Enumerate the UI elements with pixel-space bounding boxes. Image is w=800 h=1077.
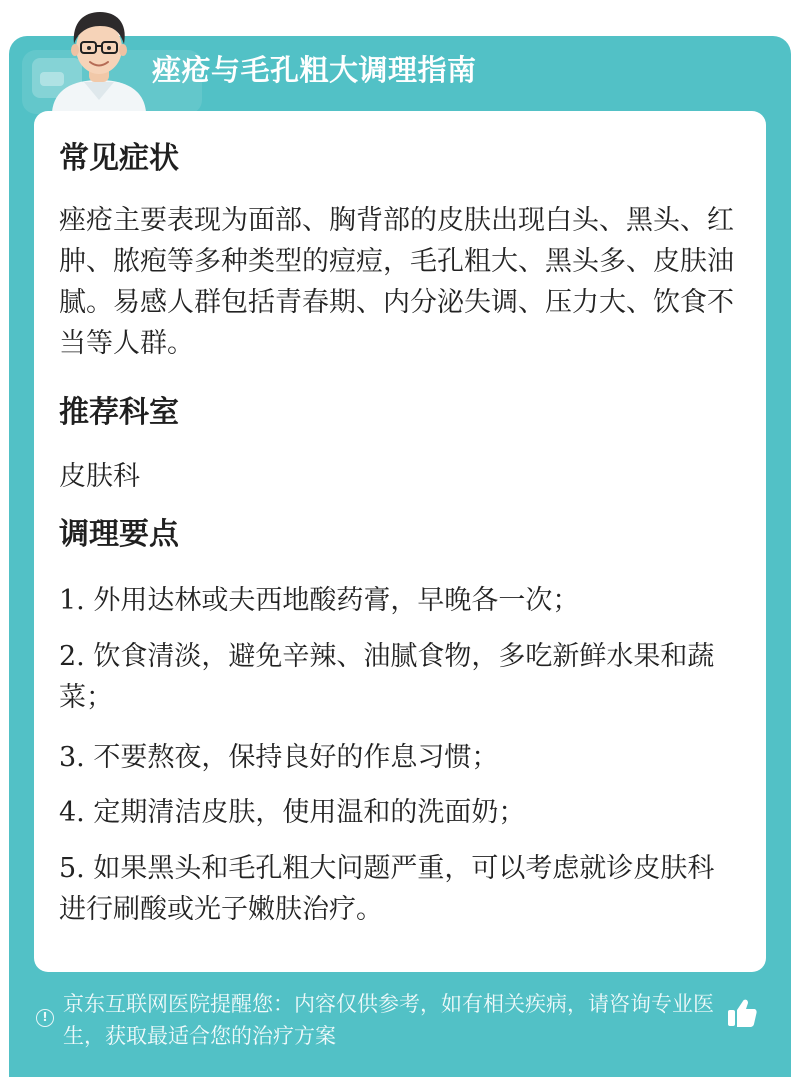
list-item-number: 3. <box>59 742 85 773</box>
list-item-number: 4. <box>59 797 85 828</box>
info-icon: ! <box>36 1009 54 1027</box>
section-heading-department: 推荐科室 <box>59 395 179 430</box>
list-item <box>59 737 739 778</box>
list-item-text: 不要熬夜，保持良好的作息习惯； <box>93 742 499 773</box>
department-text: 皮肤科 <box>59 461 140 492</box>
list-item-number: 5. <box>59 853 85 884</box>
doctor-avatar-icon <box>44 4 154 112</box>
page-title: 痤疮与毛孔粗大调理指南 <box>152 53 477 87</box>
list-item-text: 饮食清淡，避免辛辣、油腻食物，多吃新鲜水果和蔬菜； <box>59 641 715 713</box>
list-item-number: 1. <box>59 585 85 616</box>
list-item-number: 2. <box>59 641 85 672</box>
list-item <box>59 792 739 833</box>
symptoms-text: 痤疮主要表现为面部、胸背部的皮肤出现白头、黑头、红肿、脓疱等多种类型的痘痘，毛孔粗大、黑头多、皮肤油腻。易感人群包括青春期、内分泌失调、压力大、饮食不当等人群。 <box>59 205 734 359</box>
content-card <box>34 111 766 972</box>
list-item-text: 外用达林或夫西地酸药膏，早晚各一次； <box>93 585 580 616</box>
list-item <box>59 580 739 621</box>
thumbs-up-icon[interactable] <box>725 996 759 1030</box>
section-heading-care-points: 调理要点 <box>59 517 179 552</box>
list-item-text: 定期清洁皮肤，使用温和的洗面奶； <box>93 797 526 828</box>
section-heading-symptoms: 常见症状 <box>59 141 179 176</box>
list-item <box>59 848 739 930</box>
disclaimer-text: 京东互联网医院提醒您：内容仅供参考，如有相关疾病，请咨询专业医生，获取最适合您的治疗方案 <box>63 992 714 1048</box>
list-item <box>59 636 739 718</box>
list-item-text: 如果黑头和毛孔粗大问题严重，可以考虑就诊皮肤科进行刷酸或光子嫩肤治疗。 <box>59 853 715 925</box>
